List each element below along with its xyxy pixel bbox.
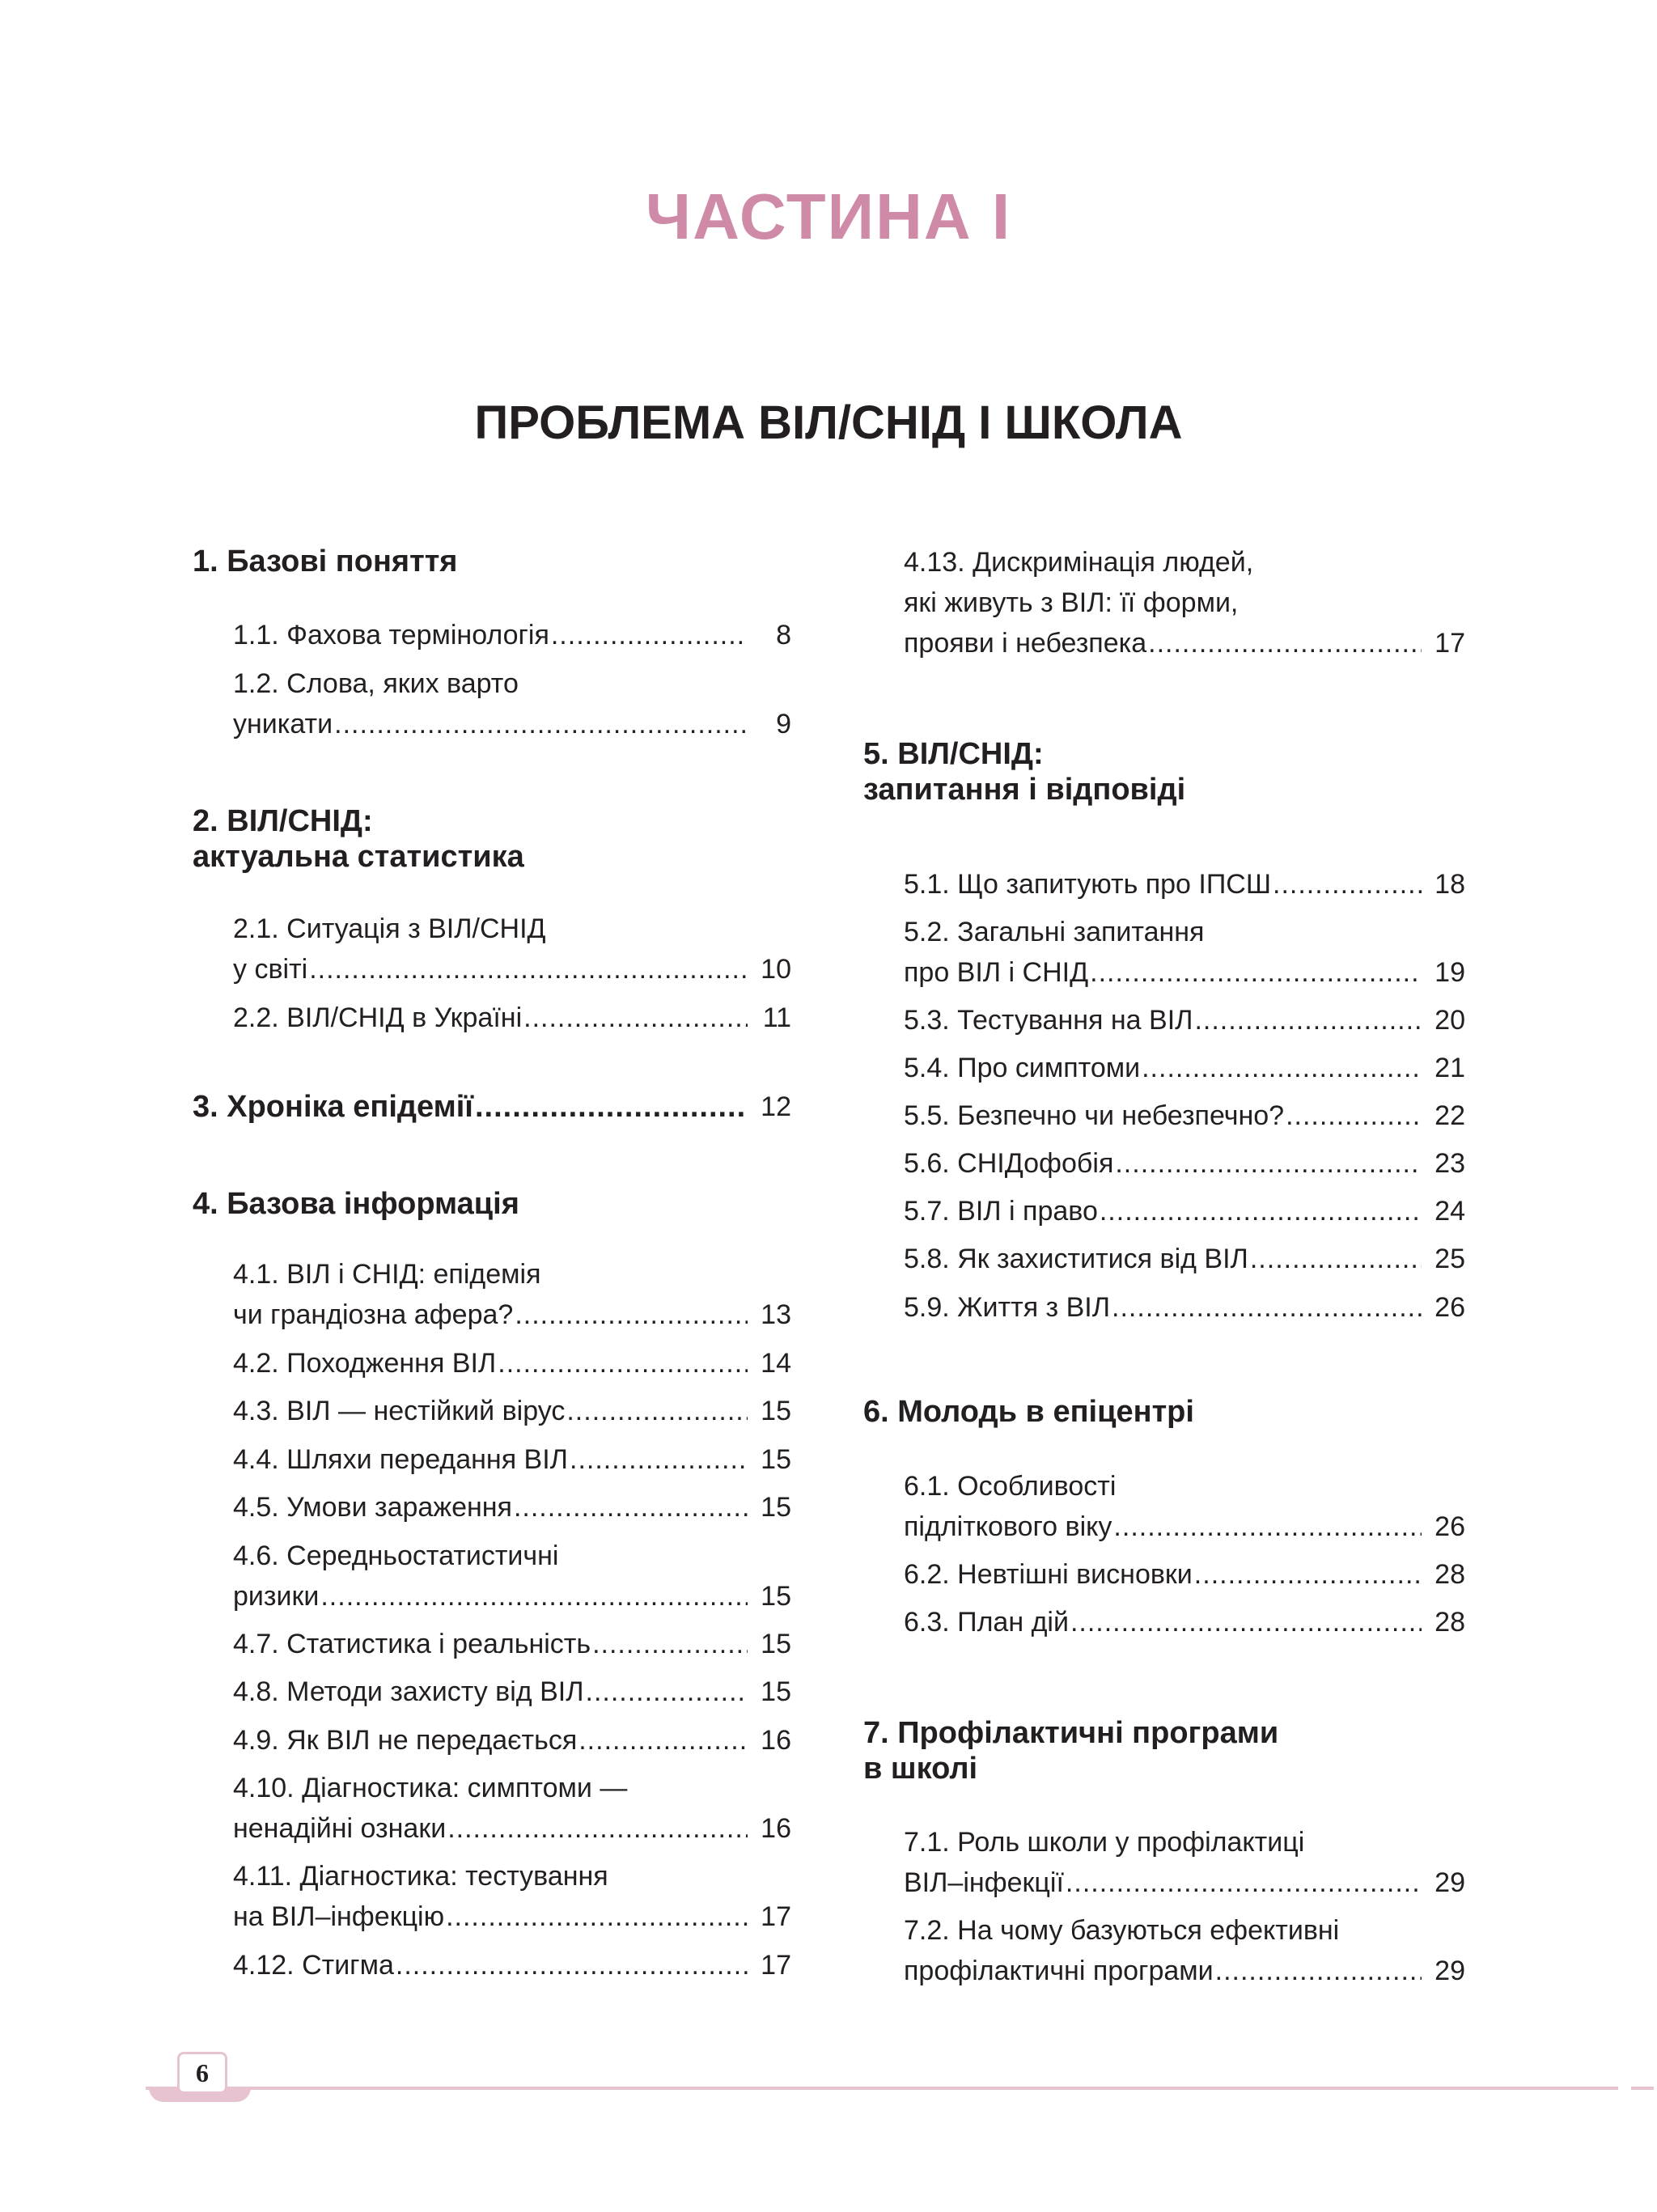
- dot-leader: [1113, 1506, 1422, 1547]
- entry-page: 29: [1435, 1956, 1465, 1986]
- footer-rule-end: [1631, 2087, 1654, 2090]
- entry-page: 29: [1435, 1867, 1465, 1898]
- entry-title: прояви і небезпека: [904, 628, 1147, 659]
- entry-title: 5.1. Що запитують про ІПСШ: [904, 869, 1272, 900]
- entry-page: 15: [761, 1581, 791, 1612]
- entry-title: у світі: [233, 954, 308, 985]
- entry-page: 14: [761, 1348, 791, 1379]
- section-title-line: актуальна статистика: [193, 840, 524, 874]
- toc-section-2[interactable]: [193, 803, 791, 875]
- dot-leader: [447, 1808, 748, 1849]
- dot-leader: [578, 1720, 748, 1761]
- toc-entry-4-1[interactable]: [233, 1254, 791, 1335]
- entry-title: ненадійні ознаки: [233, 1813, 447, 1844]
- entry-title-line: 4.10. Діагностика: симптоми —: [233, 1773, 628, 1803]
- toc-entry-5-7[interactable]: [904, 1191, 1465, 1231]
- dot-leader: [1250, 1239, 1422, 1279]
- toc-entry-2-1[interactable]: [233, 909, 791, 989]
- section-title-line: 7. Профілактичні програми: [863, 1716, 1279, 1750]
- entry-page: 19: [1435, 957, 1465, 988]
- entry-title: ВІЛ–інфекції: [904, 1867, 1064, 1898]
- dot-leader: [1066, 1862, 1422, 1903]
- toc-entry-4-5[interactable]: [233, 1487, 791, 1528]
- footer-rule: [146, 2087, 1618, 2090]
- entry-title-line: 4.13. Дискримінація людей,: [904, 547, 1254, 578]
- section-title-line: в школі: [863, 1752, 978, 1786]
- toc-entry-6-1[interactable]: [904, 1466, 1465, 1547]
- entry-title: 5.8. Як захиститися від ВІЛ: [904, 1244, 1248, 1274]
- entry-title: 5.9. Життя з ВІЛ: [904, 1292, 1111, 1323]
- toc-entry-5-1[interactable]: [904, 864, 1465, 905]
- entry-title-line: 1.2. Слова, яких варто: [233, 668, 519, 699]
- toc-entry-4-7[interactable]: [233, 1624, 791, 1664]
- dot-leader: [446, 1896, 748, 1937]
- toc-section-3[interactable]: [193, 1089, 791, 1125]
- entry-title-line: 4.6. Середньостатистичні: [233, 1540, 559, 1571]
- entry-title: 5.5. Безпечно чи небезпечно?: [904, 1100, 1285, 1131]
- section-title: 3. Хроніка епідемії: [193, 1090, 473, 1124]
- dot-leader: [551, 615, 748, 655]
- toc-entry-4-3[interactable]: [233, 1391, 791, 1431]
- toc-entry-4-6[interactable]: [233, 1536, 791, 1617]
- dot-leader: [498, 1343, 748, 1384]
- section-title: 1. Базові поняття: [193, 545, 458, 578]
- toc-entry-4-12[interactable]: [233, 1945, 791, 1985]
- dot-leader: [1142, 1048, 1422, 1088]
- section-title: 6. Молодь в епіцентрі: [863, 1395, 1194, 1429]
- dot-leader: [1115, 1143, 1422, 1184]
- entry-title-line: 2.1. Ситуація з ВІЛ/СНІД: [233, 913, 546, 944]
- entry-title: підліткового віку: [904, 1511, 1112, 1542]
- toc-entry-4-4[interactable]: [233, 1439, 791, 1480]
- entry-title: про ВІЛ і СНІД: [904, 957, 1089, 988]
- dot-leader: [1194, 1554, 1422, 1595]
- entry-page: 16: [761, 1813, 791, 1844]
- entry-title: 4.7. Статистика і реальність: [233, 1629, 591, 1659]
- entry-title: 4.9. Як ВІЛ не передається: [233, 1725, 578, 1756]
- dot-leader: [1215, 1951, 1422, 1991]
- main-title: ПРОБЛЕМА ВІЛ/СНІД І ШКОЛА: [474, 396, 1183, 449]
- dot-leader: [566, 1391, 748, 1431]
- entry-title-line: 4.11. Діагностика: тестування: [233, 1861, 608, 1892]
- part-title: ЧАСТИНА І: [645, 180, 1012, 252]
- entry-title: 6.2. Невтішні висновки: [904, 1559, 1193, 1590]
- entry-page: 28: [1435, 1559, 1465, 1590]
- toc-entry-4-8[interactable]: [233, 1672, 791, 1712]
- toc-entry-4-13[interactable]: [904, 542, 1465, 663]
- toc-entry-1-1[interactable]: [233, 615, 791, 655]
- section-title-line: запитання і відповіді: [863, 773, 1186, 807]
- entry-page: 15: [761, 1492, 791, 1523]
- entry-page: 17: [761, 1950, 791, 1981]
- toc-entry-5-4[interactable]: [904, 1048, 1465, 1088]
- entry-page: 16: [761, 1725, 791, 1756]
- entry-page: 23: [1435, 1148, 1465, 1179]
- dot-leader: [570, 1439, 748, 1480]
- entry-title: 5.3. Тестування на ВІЛ: [904, 1005, 1193, 1036]
- toc-entry-5-5[interactable]: [904, 1095, 1465, 1136]
- toc-entry-5-2[interactable]: [904, 912, 1465, 993]
- dot-leader: [515, 1295, 748, 1335]
- entry-page: 28: [1435, 1607, 1465, 1638]
- entry-title: 4.8. Методи захисту від ВІЛ: [233, 1676, 584, 1707]
- section-title-line: 5. ВІЛ/СНІД:: [863, 737, 1044, 771]
- entry-title: ризики: [233, 1581, 320, 1612]
- entry-title: 4.4. Шляхи передання ВІЛ: [233, 1444, 568, 1475]
- toc-entry-2-2[interactable]: [233, 998, 791, 1038]
- dot-leader: [320, 1576, 748, 1617]
- toc-section-1[interactable]: [193, 544, 791, 579]
- entry-title-line: 5.2. Загальні запитання: [904, 917, 1205, 947]
- entry-title: профілактичні програми: [904, 1956, 1214, 1986]
- toc-entry-7-2[interactable]: [904, 1910, 1465, 1991]
- toc-entry-4-2[interactable]: [233, 1343, 791, 1384]
- toc-entry-5-8[interactable]: [904, 1239, 1465, 1279]
- entry-page: 15: [761, 1629, 791, 1659]
- entry-title: чи грандіозна афера?: [233, 1299, 514, 1330]
- toc-entry-6-2[interactable]: [904, 1554, 1465, 1595]
- toc-section-6[interactable]: [863, 1394, 1465, 1430]
- entry-page: 15: [761, 1676, 791, 1707]
- entry-title: 4.5. Умови зараження: [233, 1492, 512, 1523]
- entry-page: 10: [761, 954, 791, 985]
- entry-page: 20: [1435, 1005, 1465, 1036]
- toc-section-4[interactable]: [193, 1186, 791, 1222]
- dot-leader: [396, 1945, 748, 1985]
- toc-entry-1-2[interactable]: [233, 663, 791, 744]
- entry-page: 17: [761, 1901, 791, 1932]
- toc-entry-7-1[interactable]: [904, 1822, 1465, 1903]
- dot-leader: [1112, 1287, 1422, 1328]
- entry-page: 21: [1435, 1053, 1465, 1083]
- entry-title: 5.4. Про симптоми: [904, 1053, 1141, 1083]
- entry-title-line: 6.1. Особливості: [904, 1471, 1117, 1502]
- entry-page: 9: [776, 709, 791, 739]
- entry-title: 1.1. Фахова термінологія: [233, 620, 549, 650]
- dot-leader: [334, 704, 748, 744]
- entry-title-line: які живуть з ВІЛ: її форми,: [904, 587, 1239, 618]
- toc-entry-5-6[interactable]: [904, 1143, 1465, 1184]
- entry-page: 26: [1435, 1511, 1465, 1542]
- dot-leader: [514, 1487, 748, 1528]
- toc-entry-4-11[interactable]: [233, 1856, 791, 1937]
- dot-leader: [1194, 1000, 1422, 1040]
- dot-leader: [309, 949, 748, 989]
- dot-leader: [523, 998, 748, 1038]
- entry-title-line: 7.2. На чому базуються ефективні: [904, 1915, 1340, 1946]
- dot-leader: [586, 1672, 748, 1712]
- toc-entry-5-3[interactable]: [904, 1000, 1465, 1040]
- entry-title: 6.3. План дій: [904, 1607, 1069, 1638]
- entry-title: 5.6. СНІДофобія: [904, 1148, 1114, 1179]
- dot-leader: [1090, 952, 1422, 993]
- toc-entry-5-9[interactable]: [904, 1287, 1465, 1328]
- toc-entry-4-10[interactable]: [233, 1768, 791, 1849]
- entry-page: 26: [1435, 1292, 1465, 1323]
- entry-page: 22: [1435, 1100, 1465, 1131]
- entry-page: 15: [761, 1396, 791, 1426]
- entry-title: 5.7. ВІЛ і право: [904, 1196, 1098, 1227]
- entry-page: 15: [761, 1444, 791, 1475]
- entry-title-line: 7.1. Роль школи у профілактиці: [904, 1827, 1305, 1858]
- section-title-line: 2. ВІЛ/СНІД:: [193, 804, 373, 838]
- entry-title: 4.2. Походження ВІЛ: [233, 1348, 497, 1379]
- entry-page: 18: [1435, 869, 1465, 900]
- entry-page: 25: [1435, 1244, 1465, 1274]
- entry-page: 8: [776, 620, 791, 650]
- dot-leader: [1286, 1095, 1422, 1136]
- section-page: 12: [761, 1091, 791, 1122]
- entry-title: уникати: [233, 709, 333, 739]
- section-title: 4. Базова інформація: [193, 1187, 519, 1221]
- entry-page: 17: [1435, 628, 1465, 659]
- dot-leader: [1148, 623, 1422, 663]
- dot-leader: [1100, 1191, 1422, 1231]
- entry-title: 2.2. ВІЛ/СНІД в Україні: [233, 1002, 523, 1033]
- toc-entry-6-3[interactable]: [904, 1602, 1465, 1642]
- entry-title: 4.12. Стигма: [233, 1950, 394, 1981]
- entry-page: 11: [762, 1002, 791, 1033]
- toc-entry-4-9[interactable]: [233, 1720, 791, 1761]
- entry-title: на ВІЛ–інфекцію: [233, 1901, 445, 1932]
- dot-leader: [475, 1089, 748, 1125]
- toc-section-7[interactable]: [863, 1715, 1465, 1786]
- entry-page: 13: [761, 1299, 791, 1330]
- page-number: 6: [177, 2052, 227, 2094]
- entry-title: 4.3. ВІЛ — нестійкий вірус: [233, 1396, 566, 1426]
- entry-page: 24: [1435, 1196, 1465, 1227]
- toc-section-5[interactable]: [863, 736, 1465, 807]
- dot-leader: [1070, 1602, 1422, 1642]
- dot-leader: [1273, 864, 1422, 905]
- dot-leader: [592, 1624, 748, 1664]
- entry-title-line: 4.1. ВІЛ і СНІД: епідемія: [233, 1259, 541, 1290]
